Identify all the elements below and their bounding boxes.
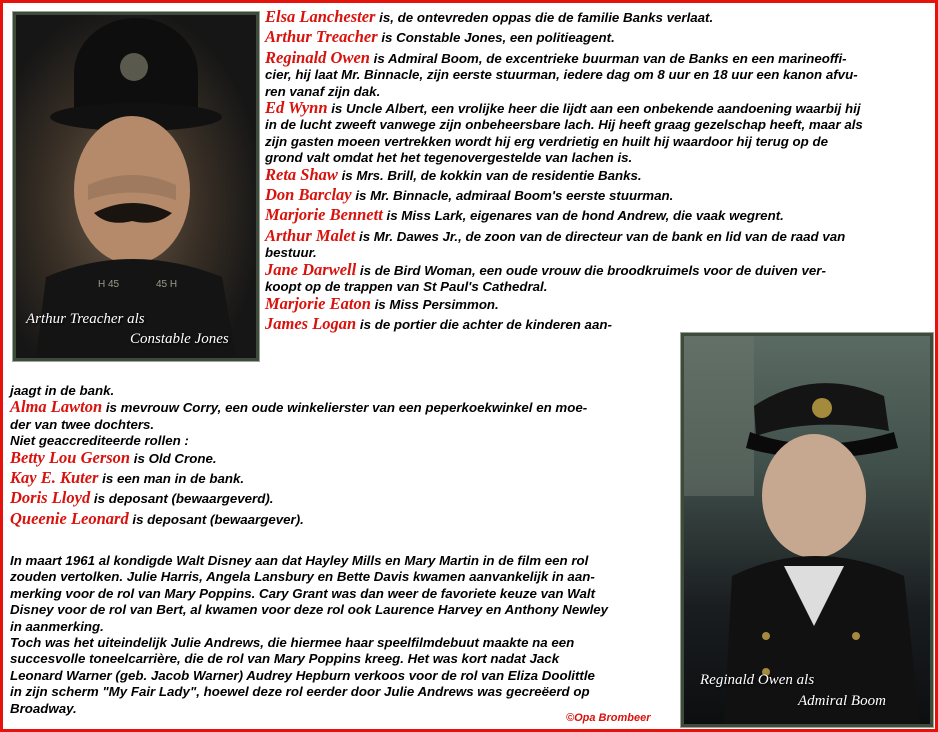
trivia-line: merking voor de rol van Mary Poppins. Cary Grant was dan weer de favoriete keuze van Walt	[10, 585, 596, 601]
cast-entry	[265, 29, 929, 46]
role-text-line: bestuur.	[265, 245, 317, 261]
svg-text:H 45: H 45	[98, 279, 120, 290]
svg-text:45 H: 45 H	[156, 279, 178, 290]
cast-entry	[10, 508, 675, 528]
cast-entry	[10, 447, 675, 467]
actor-name: Arthur Treacher	[265, 27, 378, 47]
role-text-line: der van twee dochters.	[10, 416, 155, 432]
role-text-line: cier, hij laat Mr. Binnacle, zijn eerste stuurman, iedere dag om 8 uur en 18 uur een kanon afvu-	[265, 67, 858, 83]
role-text: is Miss Lark, eigenares van de hond Andrew, die vaak wegrent.	[382, 208, 784, 224]
role-text: is de portier die achter de kinderen aan-	[356, 316, 612, 332]
role-text: is Admiral Boom, de excentrieke buurman van de Banks en een marineoffi-	[369, 50, 847, 66]
actor-name: Arthur Malet	[265, 225, 356, 245]
actor-name: Reginald Owen	[265, 47, 370, 67]
photo-caption-line1: Arthur Treacher als	[26, 311, 145, 327]
role-text: is Mr. Dawes Jr., de zoon van de directeur van de bank en lid van de raad van	[355, 228, 846, 244]
role-text: is mevrouw Corry, een oude winkelierster van een peperkoekwinkel en moe-	[102, 400, 588, 416]
cast-list-upper	[265, 9, 929, 333]
actor-name: Reta Shaw	[265, 164, 338, 184]
trivia-line: Toch was het uiteindelijk Julie Andrews, die hiermee haar speelfilmdebuut maakte na een	[10, 635, 575, 651]
cast-entry	[265, 164, 929, 184]
actor-name: Doris Lloyd	[10, 488, 91, 508]
cast-entry	[265, 259, 929, 279]
role-text-line: jaagt in de bank.	[10, 383, 115, 398]
photo-caption-line2: Constable Jones	[130, 331, 229, 347]
trivia-line: in aanmerking.	[10, 618, 104, 634]
actor-name: Kay E. Kuter	[10, 468, 99, 488]
cast-entry	[265, 100, 929, 117]
photo-arthur-treacher	[13, 12, 259, 361]
role-text: is Uncle Albert, een vrolijke heer die lijdt aan een onbekende aandoening waarbij hij	[327, 101, 861, 117]
actor-name: Ed Wynn	[265, 98, 328, 118]
role-text: is Mr. Binnacle, admiraal Boom's eerste stuurman.	[351, 188, 674, 204]
cast-entry	[265, 225, 929, 245]
constable-portrait-illustration	[16, 15, 256, 358]
role-text-line: koopt op de trappen van St Paul's Cathedral.	[265, 279, 548, 295]
signature: ©Opa Brombeer	[566, 712, 651, 724]
role-text-line: grond valt omdat het het tegenovergestelde van lachen is.	[265, 150, 633, 166]
actor-name: Marjorie Bennett	[265, 205, 383, 225]
role-text: is Old Crone.	[130, 450, 217, 466]
trivia-line: succesvolle toneelcarrière, die de rol van Mary Poppins kreeg. Het was kort nadat Jack	[10, 651, 560, 667]
trivia-paragraph	[10, 553, 675, 717]
cast-entry	[10, 399, 675, 416]
role-text-line: zijn gasten moeen vertrekken wordt hij erg verdrietig en huilt hij waardoor hij terug op de	[265, 133, 829, 149]
actor-name: Alma Lawton	[10, 397, 103, 417]
cast-entry	[265, 47, 929, 67]
trivia-line: in zijn scherm "My Fair Lady", hoewel deze rol eerder door Julie Andrews was gecreëerd op	[10, 684, 590, 700]
photo-caption-line2: Admiral Boom	[798, 693, 886, 709]
trivia-line: Disney voor de rol van Bert, al kwamen voor deze rol ook Laurence Harvey en Anthony Newley	[10, 602, 609, 618]
cast-entry	[10, 490, 675, 507]
role-text-line: in de lucht zweeft vanwege zijn onbeheersbare lach. Hij heeft graag gezelschap heeft, maar als	[265, 117, 863, 133]
role-text: is Constable Jones, een politieagent.	[377, 30, 615, 46]
cast-entry	[265, 187, 929, 204]
trivia-line: zouden vertolken. Julie Harris, Angela Lansbury en Bette Davis kwamen aanvankelijk in aan-	[10, 569, 595, 585]
role-text: is, de ontevreden oppas die de familie Banks verlaat.	[375, 10, 714, 25]
actor-name: Don Barclay	[265, 185, 352, 205]
role-text: is deposant (bewaargeverd).	[90, 491, 274, 507]
role-text: is Mrs. Brill, de kokkin van de residentie Banks.	[337, 167, 642, 183]
role-text: is een man in de bank.	[98, 471, 245, 487]
admiral-portrait-illustration	[684, 336, 930, 724]
role-text-line: ren vanaf zijn dak.	[265, 83, 381, 99]
cast-entry	[265, 9, 929, 26]
uncredited-heading: Niet geaccrediteerde rollen :	[10, 433, 189, 449]
trivia-line: In maart 1961 al kondigde Walt Disney aan dat Hayley Mills en Mary Martin in de film een rol	[10, 553, 589, 568]
trivia-line: Broadway.	[10, 700, 77, 716]
actor-name: James Logan	[265, 313, 357, 333]
photo-caption-line1: Reginald Owen als	[700, 672, 815, 688]
trivia-line: Leonard Warner (geb. Jacob Warner) Audrey Hepburn verkoos voor de rol van Eliza Doolittle	[10, 667, 595, 683]
role-text: is de Bird Woman, een oude vrouw die broodkruimels voor de duiven ver-	[356, 262, 826, 278]
role-text: is deposant (bewaargever).	[128, 511, 304, 527]
cast-entry	[265, 313, 929, 333]
actor-name: Jane Darwell	[265, 259, 357, 279]
cast-entry	[265, 207, 929, 224]
cast-entry	[265, 293, 929, 313]
actor-name: Betty Lou Gerson	[10, 447, 131, 467]
actor-name: Marjorie Eaton	[265, 293, 371, 313]
actor-name: Queenie Leonard	[10, 508, 129, 528]
role-text: is Miss Persimmon.	[370, 296, 499, 312]
photo-reginald-owen	[681, 333, 933, 727]
actor-name: Elsa Lanchester	[265, 7, 376, 26]
cast-entry	[10, 470, 675, 487]
cast-list-lower	[10, 383, 675, 528]
